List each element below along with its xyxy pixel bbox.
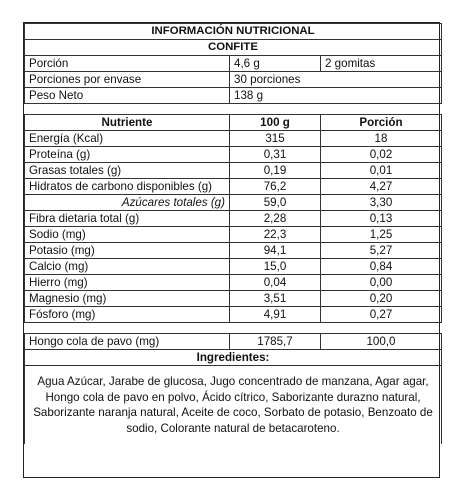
nutrient-portion: 4,27: [321, 179, 442, 195]
nutrient-name: Fósforo (mg): [25, 307, 230, 323]
net-weight-label: Peso Neto: [25, 88, 230, 104]
nutrient-name: Grasas totales (g): [25, 163, 230, 179]
ingredients-text: Agua Azúcar, Jarabe de glucosa, Jugo concentrado de manzana, Agar agar, Hongo cola de pavo en polvo, Ácido cítrico, Saborizante durazno natural, Saborizante naranja natural, Aceite de coco, Sorbato de potasio, Benzoato de sodio, Colorante natural de betacaroteno.: [25, 366, 442, 445]
nutrient-name: Magnesio (mg): [25, 291, 230, 307]
nutrient-per100: 3,51: [230, 291, 321, 307]
extra-portion: 100,0: [321, 334, 442, 350]
nutrient-per100: 0,19: [230, 163, 321, 179]
nutrient-row: [25, 259, 442, 275]
net-weight-value: 138 g: [230, 88, 442, 104]
serving-row-per-package: [25, 72, 442, 88]
nutrient-name: Hierro (mg): [25, 275, 230, 291]
nutrient-row: [25, 163, 442, 179]
nutrient-row: [25, 291, 442, 307]
nutrient-per100: 4,91: [230, 307, 321, 323]
nutrient-name: Azúcares totales (g): [25, 195, 230, 211]
nutrient-name: Proteína (g): [25, 147, 230, 163]
portion-label: Porción: [25, 56, 230, 72]
portion-alt: 2 gomitas: [321, 56, 442, 72]
nutrient-row: [25, 227, 442, 243]
extra-per100: 1785,7: [230, 334, 321, 350]
nutrient-name: Fibra dietaria total (g): [25, 211, 230, 227]
serving-row-portion: [25, 56, 442, 72]
nutrient-row: [25, 275, 442, 291]
product-name: CONFITE: [25, 40, 442, 56]
nutrient-row: [25, 195, 442, 211]
nutrient-portion: 0,02: [321, 147, 442, 163]
panel-title: INFORMACIÓN NUTRICIONAL: [25, 24, 442, 40]
nutrient-row: [25, 243, 442, 259]
nutrient-name: Sodio (mg): [25, 227, 230, 243]
nutrient-portion: 0,00: [321, 275, 442, 291]
nutrient-name: Potasio (mg): [25, 243, 230, 259]
nutrient-per100: 0,31: [230, 147, 321, 163]
nutrient-row: [25, 131, 442, 147]
nutrient-portion: 0,84: [321, 259, 442, 275]
nutrient-portion: 0,01: [321, 163, 442, 179]
nutrition-facts-panel: [23, 22, 440, 478]
col-nutrient-header: Nutriente: [25, 115, 230, 131]
nutrient-row: [25, 179, 442, 195]
per-package-value: 30 porciones: [230, 72, 442, 88]
per-package-label: Porciones por envase: [25, 72, 230, 88]
nutrient-row: [25, 211, 442, 227]
nutrient-name: Hidratos de carbono disponibles (g): [25, 179, 230, 195]
nutrient-per100: 76,2: [230, 179, 321, 195]
portion-value: 4,6 g: [230, 56, 321, 72]
nutrient-name: Energía (Kcal): [25, 131, 230, 147]
extra-name: Hongo cola de pavo (mg): [25, 334, 230, 350]
nutrient-portion: 3,30: [321, 195, 442, 211]
ingredients-title: Ingredientes:: [25, 350, 442, 366]
nutrient-portion: 1,25: [321, 227, 442, 243]
nutrient-per100: 315: [230, 131, 321, 147]
nutrient-per100: 94,1: [230, 243, 321, 259]
nutrient-portion: 5,27: [321, 243, 442, 259]
nutrient-portion: 0,20: [321, 291, 442, 307]
nutrient-portion: 0,13: [321, 211, 442, 227]
extra-ingredient-row: [25, 334, 442, 350]
nutrient-per100: 0,04: [230, 275, 321, 291]
col-100g-header: 100 g: [230, 115, 321, 131]
nutrient-name: Calcio (mg): [25, 259, 230, 275]
nutrient-header-row: [25, 115, 442, 131]
nutrient-per100: 59,0: [230, 195, 321, 211]
nutrition-table: [24, 23, 442, 444]
col-portion-header: Porción: [321, 115, 442, 131]
nutrient-per100: 22,3: [230, 227, 321, 243]
serving-row-net-weight: [25, 88, 442, 104]
nutrient-portion: 0,27: [321, 307, 442, 323]
nutrient-portion: 18: [321, 131, 442, 147]
nutrient-per100: 2,28: [230, 211, 321, 227]
nutrient-row: [25, 147, 442, 163]
nutrient-row: [25, 307, 442, 323]
nutrient-per100: 15,0: [230, 259, 321, 275]
